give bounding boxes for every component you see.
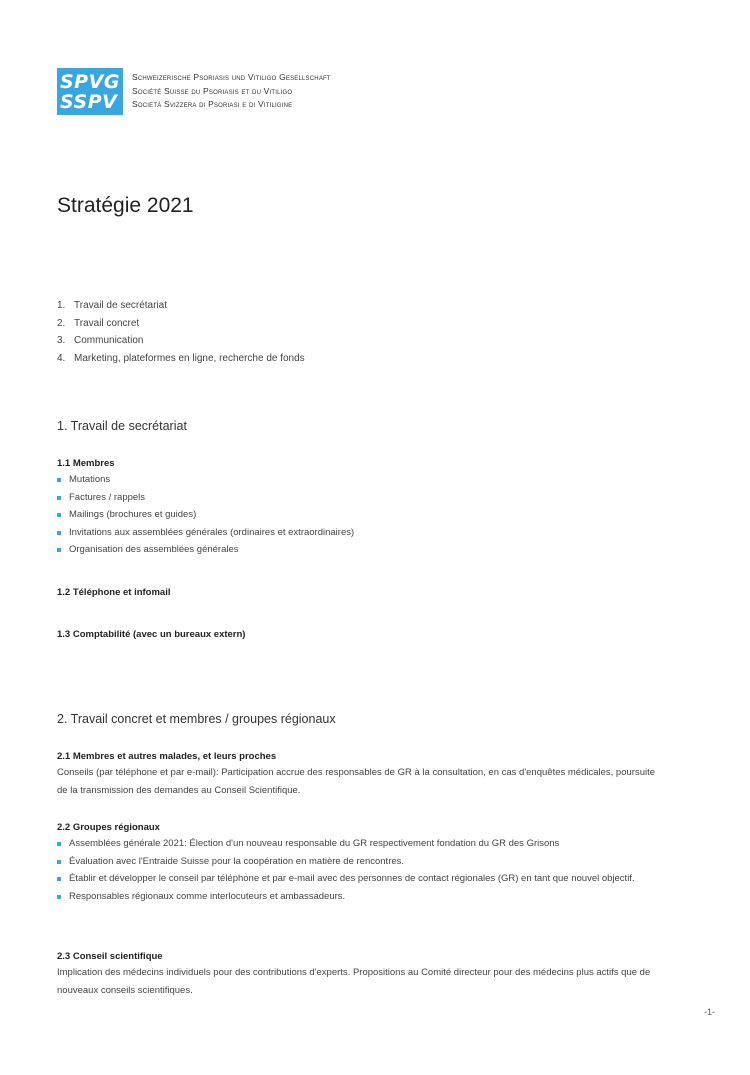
toc-item <box>57 315 305 333</box>
section-2-2-title: 2.2 Groupes régionaux <box>57 822 160 833</box>
toc-number: 1. <box>57 300 66 311</box>
toc-item <box>57 350 305 368</box>
regional-groups-list <box>57 835 657 905</box>
section-2-heading: 2. Travail concret et membres / groupes régionaux <box>57 712 336 726</box>
section-1-heading: 1. Travail de secrétariat <box>57 419 187 433</box>
section-2-1-title: 2.1 Membres et autres malades, et leurs proches <box>57 751 277 762</box>
list-item: Établir et développer le conseil par téléphone et par e-mail avec des personnes de contact régionales (GR) en tant que nouvel objectif. <box>57 870 649 888</box>
logo-names <box>132 71 331 112</box>
section-2-3-title: 2.3 Conseil scientifique <box>57 951 163 962</box>
members-list <box>57 471 657 559</box>
list-item: Mutations <box>57 471 657 489</box>
toc-label: Marketing, plateformes en ligne, recherche de fonds <box>74 352 305 364</box>
toc-label: Travail concret <box>74 317 140 329</box>
list-item: Mailings (brochures et guides) <box>57 506 657 524</box>
list-item: Factures / rappels <box>57 489 657 507</box>
section-1-2-title: 1.2 Téléphone et infomail <box>57 587 171 598</box>
logo-abbr-fr: SSPV <box>60 90 118 113</box>
toc-item <box>57 332 305 350</box>
logo-name-fr: Société Suisse du Psoriasis et du Vitiligo <box>132 85 293 96</box>
list-item: Organisation des assemblées générales <box>57 541 657 559</box>
logo-name-de: Schweizerische Psoriasis und Vitiligo Gesellschaft <box>132 72 331 83</box>
list-item: Assemblées générale 2021: Élection d'un nouveau responsable du GR respectivement fondation du GR des Grisons <box>57 835 657 853</box>
toc-number: 2. <box>57 317 66 329</box>
section-2-3-text: Implication des médecins individuels pour des contributions d'experts. Propositions au Comité directeur pour des médecins plus actifs que de nouveaux conseils scientifiques. <box>57 967 651 996</box>
page-number: -1- <box>704 1007 715 1017</box>
logo-abbr-de: SPVG <box>60 70 120 93</box>
toc-number: 3. <box>57 335 66 346</box>
section-1-1-title: 1.1 Membres <box>57 458 115 469</box>
toc-label: Travail de secrétariat <box>74 300 167 311</box>
table-of-contents <box>57 297 305 367</box>
list-item: Invitations aux assemblées générales (ordinaires et extraordinaires) <box>57 524 657 542</box>
logo-name-it: Società Svizzera di Psoriasi e di Vitiligine <box>132 99 293 110</box>
page-title: Stratégie 2021 <box>57 194 194 217</box>
society-logo <box>57 68 331 115</box>
toc-number: 4. <box>57 352 66 364</box>
list-item: Évaluation avec l'Entraide Suisse pour la coopération en matière de rencontres. <box>57 853 657 871</box>
list-item: Responsables régionaux comme interlocuteurs et ambassadeurs. <box>57 888 657 906</box>
logo-badge <box>57 68 123 115</box>
toc-item <box>57 297 305 315</box>
section-2-1-text: Conseils (par téléphone et par e-mail): Participation accrue des responsables de GR à la consultation, en cas d'enquêtes médicales, poursuite de la transmission des demandes au Conseil Scientifique. <box>57 767 656 796</box>
toc-label: Communication <box>74 335 144 346</box>
section-1-3-title: 1.3 Comptabilité (avec un bureaux extern) <box>57 629 246 640</box>
